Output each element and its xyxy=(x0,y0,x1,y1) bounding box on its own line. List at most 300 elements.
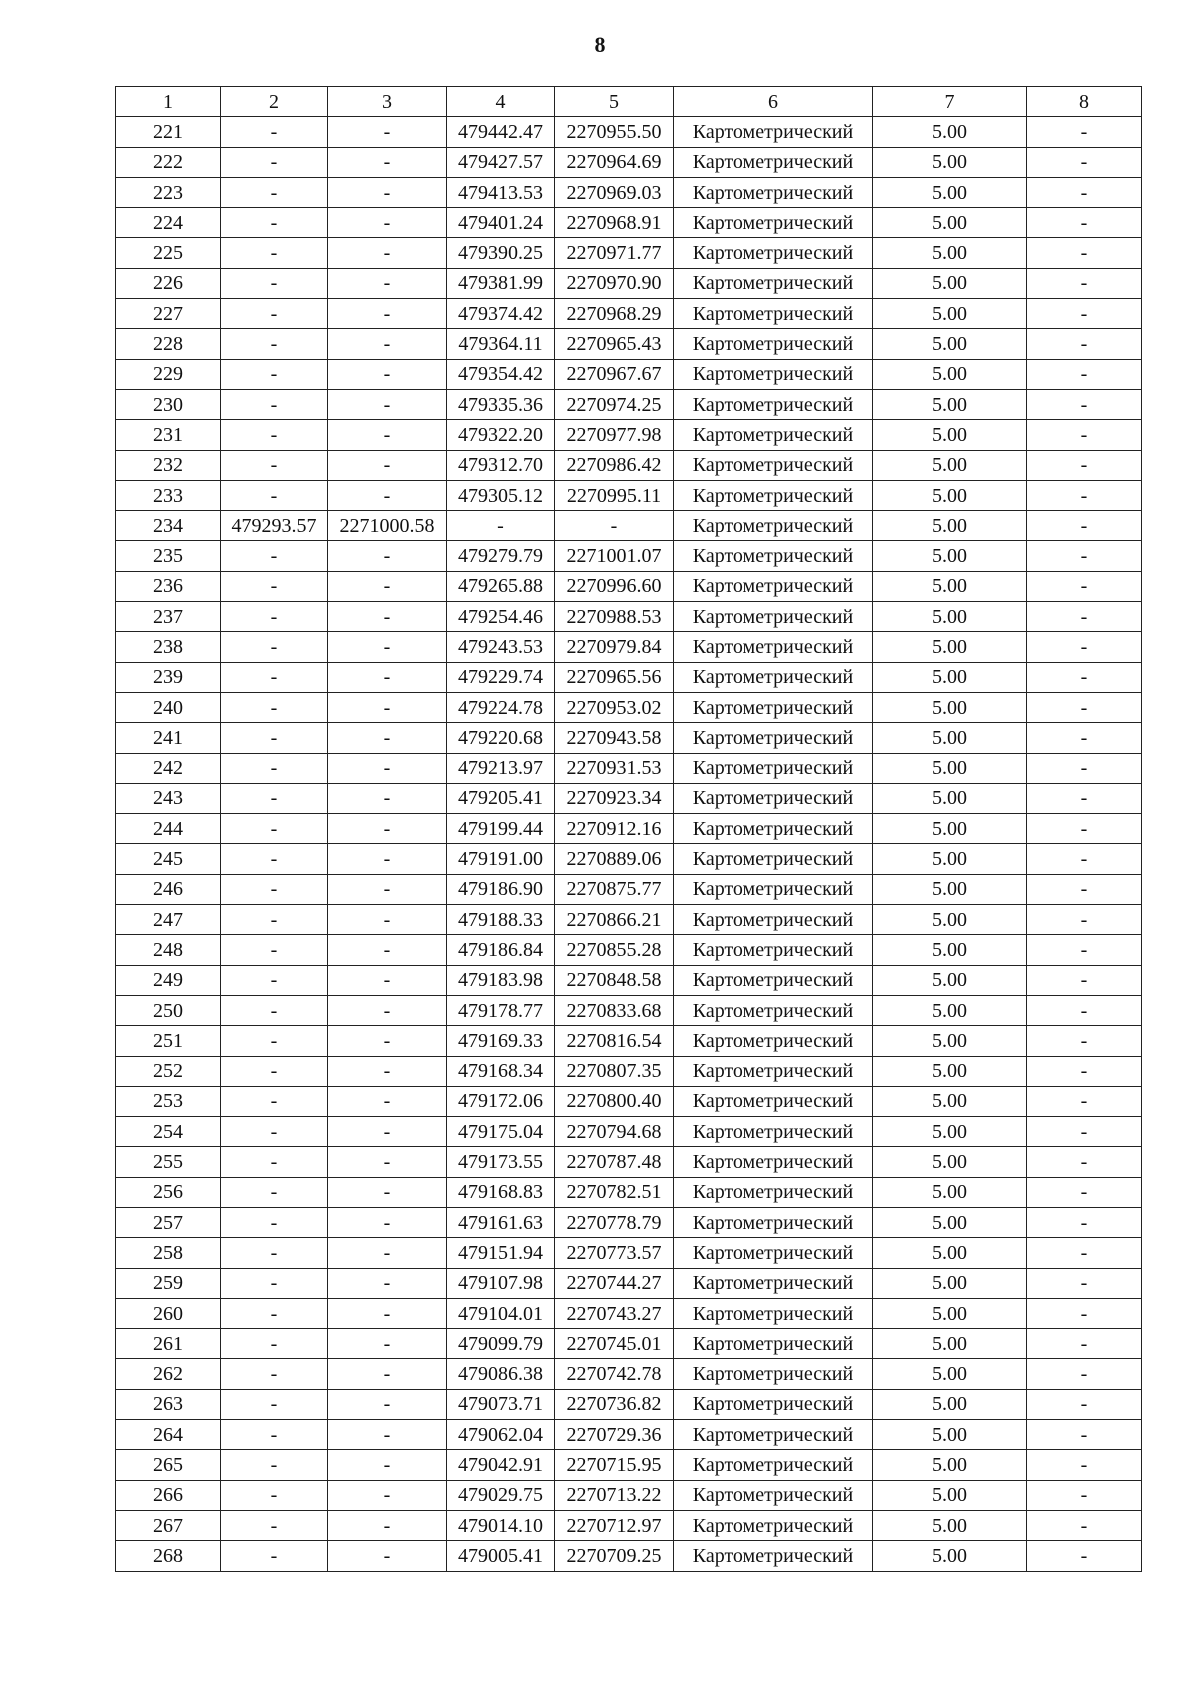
method-cell: Картометрический xyxy=(674,965,873,995)
new-x-cell: 479374.42 xyxy=(447,299,555,329)
new-y-cell: 2270773.57 xyxy=(555,1238,674,1268)
accuracy-cell: 5.00 xyxy=(873,1207,1027,1237)
table-row xyxy=(116,571,1142,601)
new-x-cell: 479086.38 xyxy=(447,1359,555,1389)
old-x-cell: - xyxy=(221,1510,328,1540)
table-row xyxy=(116,723,1142,753)
table-row xyxy=(116,1086,1142,1116)
old-x-cell: - xyxy=(221,329,328,359)
new-x-cell: 479168.83 xyxy=(447,1177,555,1207)
new-y-cell: 2270889.06 xyxy=(555,844,674,874)
old-x-cell: 479293.57 xyxy=(221,511,328,541)
point-number-cell: 251 xyxy=(116,1026,221,1056)
column-header: 7 xyxy=(873,87,1027,117)
method-cell: Картометрический xyxy=(674,1359,873,1389)
old-y-cell: - xyxy=(328,1480,447,1510)
old-x-cell: - xyxy=(221,874,328,904)
old-x-cell: - xyxy=(221,117,328,147)
description-cell: - xyxy=(1027,1268,1142,1298)
description-cell: - xyxy=(1027,995,1142,1025)
description-cell: - xyxy=(1027,1056,1142,1086)
point-number-cell: 260 xyxy=(116,1298,221,1328)
old-x-cell: - xyxy=(221,450,328,480)
old-x-cell: - xyxy=(221,420,328,450)
new-x-cell: 479029.75 xyxy=(447,1480,555,1510)
new-y-cell: 2270986.42 xyxy=(555,450,674,480)
description-cell: - xyxy=(1027,935,1142,965)
new-x-cell: 479014.10 xyxy=(447,1510,555,1540)
table-row xyxy=(116,874,1142,904)
old-x-cell: - xyxy=(221,541,328,571)
method-cell: Картометрический xyxy=(674,1207,873,1237)
table-row xyxy=(116,1298,1142,1328)
old-y-cell: - xyxy=(328,814,447,844)
point-number-cell: 231 xyxy=(116,420,221,450)
old-y-cell: - xyxy=(328,995,447,1025)
old-x-cell: - xyxy=(221,1268,328,1298)
old-y-cell: - xyxy=(328,480,447,510)
old-x-cell: - xyxy=(221,147,328,177)
old-y-cell: - xyxy=(328,450,447,480)
new-x-cell: 479213.97 xyxy=(447,753,555,783)
table-row xyxy=(116,1238,1142,1268)
table-row xyxy=(116,541,1142,571)
accuracy-cell: 5.00 xyxy=(873,480,1027,510)
description-cell: - xyxy=(1027,874,1142,904)
accuracy-cell: 5.00 xyxy=(873,1026,1027,1056)
new-y-cell: 2270743.27 xyxy=(555,1298,674,1328)
new-x-cell: 479354.42 xyxy=(447,359,555,389)
description-cell: - xyxy=(1027,1480,1142,1510)
method-cell: Картометрический xyxy=(674,177,873,207)
table-row xyxy=(116,753,1142,783)
old-x-cell: - xyxy=(221,238,328,268)
old-y-cell: - xyxy=(328,874,447,904)
point-number-cell: 237 xyxy=(116,602,221,632)
new-x-cell: 479254.46 xyxy=(447,602,555,632)
column-header: 2 xyxy=(221,87,328,117)
method-cell: Картометрический xyxy=(674,662,873,692)
old-y-cell: - xyxy=(328,541,447,571)
old-x-cell: - xyxy=(221,389,328,419)
description-cell: - xyxy=(1027,420,1142,450)
old-y-cell: - xyxy=(328,268,447,298)
new-x-cell: 479062.04 xyxy=(447,1420,555,1450)
old-y-cell: - xyxy=(328,965,447,995)
point-number-cell: 267 xyxy=(116,1510,221,1540)
accuracy-cell: 5.00 xyxy=(873,1086,1027,1116)
table-row xyxy=(116,1359,1142,1389)
description-cell: - xyxy=(1027,723,1142,753)
old-x-cell: - xyxy=(221,1238,328,1268)
table-row xyxy=(116,117,1142,147)
description-cell: - xyxy=(1027,965,1142,995)
method-cell: Картометрический xyxy=(674,238,873,268)
old-y-cell: - xyxy=(328,905,447,935)
table-row xyxy=(116,995,1142,1025)
old-x-cell: - xyxy=(221,299,328,329)
point-number-cell: 250 xyxy=(116,995,221,1025)
old-x-cell: - xyxy=(221,268,328,298)
accuracy-cell: 5.00 xyxy=(873,905,1027,935)
method-cell: Картометрический xyxy=(674,874,873,904)
table-row xyxy=(116,480,1142,510)
accuracy-cell: 5.00 xyxy=(873,1268,1027,1298)
description-cell: - xyxy=(1027,1238,1142,1268)
new-y-cell: 2270969.03 xyxy=(555,177,674,207)
new-y-cell: 2270923.34 xyxy=(555,783,674,813)
old-x-cell: - xyxy=(221,783,328,813)
table-row xyxy=(116,662,1142,692)
new-y-cell: 2270778.79 xyxy=(555,1207,674,1237)
old-x-cell: - xyxy=(221,1359,328,1389)
new-y-cell: 2270712.97 xyxy=(555,1510,674,1540)
point-number-cell: 238 xyxy=(116,632,221,662)
new-y-cell: 2271001.07 xyxy=(555,541,674,571)
old-x-cell: - xyxy=(221,1056,328,1086)
point-number-cell: 236 xyxy=(116,571,221,601)
new-x-cell: 479151.94 xyxy=(447,1238,555,1268)
method-cell: Картометрический xyxy=(674,1541,873,1571)
new-y-cell: 2270848.58 xyxy=(555,965,674,995)
new-y-cell: 2270742.78 xyxy=(555,1359,674,1389)
old-y-cell: - xyxy=(328,1298,447,1328)
accuracy-cell: 5.00 xyxy=(873,420,1027,450)
point-number-cell: 229 xyxy=(116,359,221,389)
old-y-cell: - xyxy=(328,1450,447,1480)
point-number-cell: 244 xyxy=(116,814,221,844)
description-cell: - xyxy=(1027,117,1142,147)
point-number-cell: 227 xyxy=(116,299,221,329)
accuracy-cell: 5.00 xyxy=(873,238,1027,268)
method-cell: Картометрический xyxy=(674,208,873,238)
point-number-cell: 226 xyxy=(116,268,221,298)
point-number-cell: 249 xyxy=(116,965,221,995)
new-y-cell: 2270715.95 xyxy=(555,1450,674,1480)
new-x-cell: 479107.98 xyxy=(447,1268,555,1298)
new-y-cell: 2270816.54 xyxy=(555,1026,674,1056)
old-y-cell: - xyxy=(328,1541,447,1571)
accuracy-cell: 5.00 xyxy=(873,632,1027,662)
description-cell: - xyxy=(1027,1177,1142,1207)
new-x-cell: 479173.55 xyxy=(447,1147,555,1177)
table-row xyxy=(116,632,1142,662)
accuracy-cell: 5.00 xyxy=(873,1056,1027,1086)
new-x-cell: 479229.74 xyxy=(447,662,555,692)
description-cell: - xyxy=(1027,1298,1142,1328)
point-number-cell: 241 xyxy=(116,723,221,753)
table-row xyxy=(116,1329,1142,1359)
table-row xyxy=(116,450,1142,480)
old-x-cell: - xyxy=(221,1298,328,1328)
new-y-cell: 2270977.98 xyxy=(555,420,674,450)
method-cell: Картометрический xyxy=(674,1480,873,1510)
new-x-cell: 479265.88 xyxy=(447,571,555,601)
accuracy-cell: 5.00 xyxy=(873,147,1027,177)
new-x-cell: 479005.41 xyxy=(447,1541,555,1571)
old-x-cell: - xyxy=(221,1117,328,1147)
description-cell: - xyxy=(1027,359,1142,389)
old-x-cell: - xyxy=(221,1086,328,1116)
description-cell: - xyxy=(1027,238,1142,268)
description-cell: - xyxy=(1027,783,1142,813)
new-x-cell: 479168.34 xyxy=(447,1056,555,1086)
new-y-cell: 2270931.53 xyxy=(555,753,674,783)
new-y-cell: 2270729.36 xyxy=(555,1420,674,1450)
method-cell: Картометрический xyxy=(674,1117,873,1147)
description-cell: - xyxy=(1027,1207,1142,1237)
description-cell: - xyxy=(1027,753,1142,783)
table-row xyxy=(116,329,1142,359)
column-header: 6 xyxy=(674,87,873,117)
accuracy-cell: 5.00 xyxy=(873,692,1027,722)
new-y-cell: 2270964.69 xyxy=(555,147,674,177)
coordinates-table xyxy=(115,86,1142,1572)
accuracy-cell: 5.00 xyxy=(873,753,1027,783)
new-y-cell: 2270996.60 xyxy=(555,571,674,601)
new-y-cell: 2270988.53 xyxy=(555,602,674,632)
page-number: 8 xyxy=(594,32,606,57)
new-y-cell: 2270807.35 xyxy=(555,1056,674,1086)
table-row xyxy=(116,420,1142,450)
description-cell: - xyxy=(1027,905,1142,935)
description-cell: - xyxy=(1027,1450,1142,1480)
accuracy-cell: 5.00 xyxy=(873,208,1027,238)
old-y-cell: - xyxy=(328,117,447,147)
description-cell: - xyxy=(1027,1329,1142,1359)
table-row xyxy=(116,511,1142,541)
old-x-cell: - xyxy=(221,1389,328,1419)
new-x-cell: 479178.77 xyxy=(447,995,555,1025)
accuracy-cell: 5.00 xyxy=(873,662,1027,692)
description-cell: - xyxy=(1027,208,1142,238)
new-y-cell: 2270953.02 xyxy=(555,692,674,722)
accuracy-cell: 5.00 xyxy=(873,450,1027,480)
description-cell: - xyxy=(1027,299,1142,329)
new-x-cell: 479172.06 xyxy=(447,1086,555,1116)
point-number-cell: 222 xyxy=(116,147,221,177)
description-cell: - xyxy=(1027,1510,1142,1540)
accuracy-cell: 5.00 xyxy=(873,1450,1027,1480)
new-x-cell: 479099.79 xyxy=(447,1329,555,1359)
new-x-cell: 479442.47 xyxy=(447,117,555,147)
accuracy-cell: 5.00 xyxy=(873,389,1027,419)
point-number-cell: 242 xyxy=(116,753,221,783)
old-x-cell: - xyxy=(221,602,328,632)
new-y-cell: 2270955.50 xyxy=(555,117,674,147)
new-x-cell: 479104.01 xyxy=(447,1298,555,1328)
accuracy-cell: 5.00 xyxy=(873,511,1027,541)
accuracy-cell: 5.00 xyxy=(873,874,1027,904)
old-x-cell: - xyxy=(221,723,328,753)
accuracy-cell: 5.00 xyxy=(873,1389,1027,1419)
old-x-cell: - xyxy=(221,935,328,965)
point-number-cell: 221 xyxy=(116,117,221,147)
point-number-cell: 263 xyxy=(116,1389,221,1419)
description-cell: - xyxy=(1027,602,1142,632)
old-y-cell: - xyxy=(328,1268,447,1298)
old-y-cell: - xyxy=(328,783,447,813)
new-x-cell: 479186.84 xyxy=(447,935,555,965)
new-y-cell: 2270736.82 xyxy=(555,1389,674,1419)
old-y-cell: - xyxy=(328,389,447,419)
old-y-cell: - xyxy=(328,1389,447,1419)
description-cell: - xyxy=(1027,814,1142,844)
table-row xyxy=(116,935,1142,965)
old-y-cell: - xyxy=(328,1510,447,1540)
accuracy-cell: 5.00 xyxy=(873,965,1027,995)
table-row xyxy=(116,1147,1142,1177)
old-y-cell: - xyxy=(328,238,447,268)
method-cell: Картометрический xyxy=(674,1450,873,1480)
table-row xyxy=(116,1056,1142,1086)
old-x-cell: - xyxy=(221,1177,328,1207)
table-row xyxy=(116,1541,1142,1571)
point-number-cell: 264 xyxy=(116,1420,221,1450)
old-x-cell: - xyxy=(221,1480,328,1510)
new-x-cell: 479243.53 xyxy=(447,632,555,662)
new-y-cell: - xyxy=(555,511,674,541)
method-cell: Картометрический xyxy=(674,541,873,571)
old-x-cell: - xyxy=(221,480,328,510)
table-row xyxy=(116,1177,1142,1207)
method-cell: Картометрический xyxy=(674,1298,873,1328)
table-body xyxy=(116,117,1142,1571)
old-y-cell: - xyxy=(328,420,447,450)
accuracy-cell: 5.00 xyxy=(873,299,1027,329)
accuracy-cell: 5.00 xyxy=(873,1238,1027,1268)
method-cell: Картометрический xyxy=(674,299,873,329)
old-y-cell: - xyxy=(328,602,447,632)
old-y-cell: - xyxy=(328,147,447,177)
old-y-cell: - xyxy=(328,1420,447,1450)
new-y-cell: 2270855.28 xyxy=(555,935,674,965)
table-row xyxy=(116,1450,1142,1480)
old-x-cell: - xyxy=(221,632,328,662)
new-x-cell: - xyxy=(447,511,555,541)
description-cell: - xyxy=(1027,1541,1142,1571)
description-cell: - xyxy=(1027,1026,1142,1056)
table-row xyxy=(116,905,1142,935)
accuracy-cell: 5.00 xyxy=(873,177,1027,207)
method-cell: Картометрический xyxy=(674,1177,873,1207)
table-row xyxy=(116,783,1142,813)
point-number-cell: 247 xyxy=(116,905,221,935)
table-row xyxy=(116,692,1142,722)
point-number-cell: 245 xyxy=(116,844,221,874)
new-y-cell: 2270794.68 xyxy=(555,1117,674,1147)
method-cell: Картометрический xyxy=(674,117,873,147)
accuracy-cell: 5.00 xyxy=(873,844,1027,874)
table-row xyxy=(116,1420,1142,1450)
table-row xyxy=(116,844,1142,874)
new-x-cell: 479364.11 xyxy=(447,329,555,359)
point-number-cell: 265 xyxy=(116,1450,221,1480)
point-number-cell: 259 xyxy=(116,1268,221,1298)
old-x-cell: - xyxy=(221,1420,328,1450)
new-y-cell: 2270800.40 xyxy=(555,1086,674,1116)
old-y-cell: - xyxy=(328,299,447,329)
old-y-cell: 2271000.58 xyxy=(328,511,447,541)
accuracy-cell: 5.00 xyxy=(873,1177,1027,1207)
point-number-cell: 223 xyxy=(116,177,221,207)
point-number-cell: 233 xyxy=(116,480,221,510)
point-number-cell: 253 xyxy=(116,1086,221,1116)
new-y-cell: 2270782.51 xyxy=(555,1177,674,1207)
old-x-cell: - xyxy=(221,177,328,207)
table-row xyxy=(116,1268,1142,1298)
table-row xyxy=(116,1026,1142,1056)
point-number-cell: 235 xyxy=(116,541,221,571)
description-cell: - xyxy=(1027,480,1142,510)
old-x-cell: - xyxy=(221,965,328,995)
old-y-cell: - xyxy=(328,1329,447,1359)
point-number-cell: 243 xyxy=(116,783,221,813)
point-number-cell: 252 xyxy=(116,1056,221,1086)
old-y-cell: - xyxy=(328,632,447,662)
point-number-cell: 262 xyxy=(116,1359,221,1389)
old-x-cell: - xyxy=(221,359,328,389)
description-cell: - xyxy=(1027,1389,1142,1419)
new-y-cell: 2270967.67 xyxy=(555,359,674,389)
new-x-cell: 479279.79 xyxy=(447,541,555,571)
method-cell: Картометрический xyxy=(674,814,873,844)
accuracy-cell: 5.00 xyxy=(873,1329,1027,1359)
method-cell: Картометрический xyxy=(674,602,873,632)
old-x-cell: - xyxy=(221,995,328,1025)
new-y-cell: 2270744.27 xyxy=(555,1268,674,1298)
accuracy-cell: 5.00 xyxy=(873,995,1027,1025)
point-number-cell: 228 xyxy=(116,329,221,359)
description-cell: - xyxy=(1027,1420,1142,1450)
point-number-cell: 224 xyxy=(116,208,221,238)
description-cell: - xyxy=(1027,692,1142,722)
old-y-cell: - xyxy=(328,359,447,389)
old-y-cell: - xyxy=(328,1359,447,1389)
old-y-cell: - xyxy=(328,177,447,207)
column-header: 1 xyxy=(116,87,221,117)
old-x-cell: - xyxy=(221,1450,328,1480)
point-number-cell: 257 xyxy=(116,1207,221,1237)
method-cell: Картометрический xyxy=(674,692,873,722)
new-y-cell: 2270943.58 xyxy=(555,723,674,753)
point-number-cell: 261 xyxy=(116,1329,221,1359)
description-cell: - xyxy=(1027,450,1142,480)
old-y-cell: - xyxy=(328,329,447,359)
accuracy-cell: 5.00 xyxy=(873,814,1027,844)
method-cell: Картометрический xyxy=(674,1268,873,1298)
new-x-cell: 479188.33 xyxy=(447,905,555,935)
method-cell: Картометрический xyxy=(674,1420,873,1450)
new-x-cell: 479390.25 xyxy=(447,238,555,268)
new-y-cell: 2270970.90 xyxy=(555,268,674,298)
new-x-cell: 479205.41 xyxy=(447,783,555,813)
method-cell: Картометрический xyxy=(674,935,873,965)
new-x-cell: 479381.99 xyxy=(447,268,555,298)
accuracy-cell: 5.00 xyxy=(873,1359,1027,1389)
new-y-cell: 2270971.77 xyxy=(555,238,674,268)
point-number-cell: 254 xyxy=(116,1117,221,1147)
description-cell: - xyxy=(1027,147,1142,177)
old-x-cell: - xyxy=(221,1541,328,1571)
new-y-cell: 2270974.25 xyxy=(555,389,674,419)
method-cell: Картометрический xyxy=(674,783,873,813)
accuracy-cell: 5.00 xyxy=(873,268,1027,298)
new-y-cell: 2270875.77 xyxy=(555,874,674,904)
accuracy-cell: 5.00 xyxy=(873,935,1027,965)
new-y-cell: 2270968.91 xyxy=(555,208,674,238)
description-cell: - xyxy=(1027,511,1142,541)
